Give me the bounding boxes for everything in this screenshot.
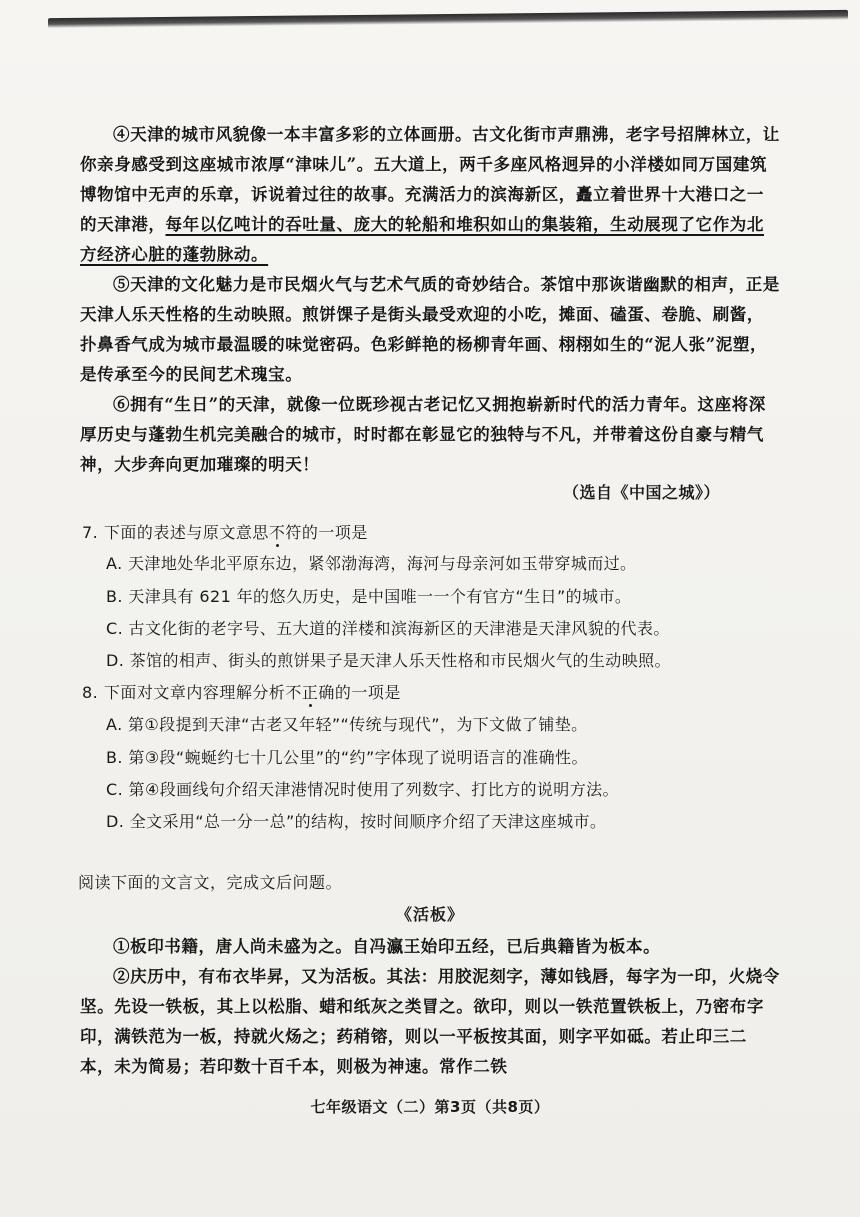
passage-source: （选自《中国之城》）: [562, 483, 720, 502]
question-8-stem: 8. 下面对文章内容理解分析不正确的一项是: [82, 683, 401, 702]
question-7-option-b: B. 天津具有 621 年的悠久历史，是中国唯一一个有官方“生日”的城市。: [106, 587, 632, 606]
emphasis-mark: 不: [268, 523, 286, 542]
classical-title: 《活板》: [395, 905, 464, 924]
question-7-option-d: D. 茶馆的相声、街头的煎饼果子是天津人乐天性格和市民烟火气的生动映照。: [106, 651, 671, 670]
classical-para2-text: ②庆历中，有布衣毕昇，又为活板。其法：用胶泥刻字，薄如钱唇，每字为一印，火烧令坚。先设一铁板，其上以松脂、蜡和纸灰之类冒之。欲印，则以一铁范置铁板上，乃密布字印，满铁范为一板，持就火炀之；药稍镕，则以一平板按其面，则字平如砥。若止印三二本，未为简易；若印数十百千本，则极为神速。常作二铁: [80, 967, 780, 1076]
question-7-stem: 7. 下面的表述与原文意思不符的一项是: [82, 523, 368, 542]
question-8-option-a: A. 第①段提到天津“古老又年轻”“传统与现代”，为下文做了铺垫。: [106, 715, 588, 734]
classical-paragraph-2: [80, 962, 780, 1082]
passage-paragraph-4: [80, 120, 780, 270]
para5-text: ⑤天津的文化魅力是市民烟火气与艺术气质的奇妙结合。茶馆中那诙谐幽默的相声，正是天津人乐天性格的生动映照。煎饼馃子是街头最受欢迎的小吃，摊面、磕蛋、卷脆、刷酱，扑鼻香气成为城市最温暖的味觉密码。色彩鲜艳的杨柳青年画、栩栩如生的“泥人张”泥塑，是传承至今的民间艺术瑰宝。: [80, 275, 780, 384]
question-8-option-c: C. 第④段画线句介绍天津港情况时使用了列数字、打比方的说明方法。: [106, 780, 619, 799]
classical-para1-text: ①板印书籍，唐人尚未盛为之。自冯瀛王始印五经，已后典籍皆为板本。: [113, 937, 661, 956]
passage-paragraph-6: [80, 390, 780, 480]
question-7-option-c: C. 古文化街的老字号、五大道的洋楼和滨海新区的天津港是天津风貌的代表。: [106, 619, 670, 638]
top-shadow-rule: [48, 10, 848, 28]
question-8-option-b: B. 第③段“蜿蜒约七十几公里”的“约”字体现了说明语言的准确性。: [106, 748, 588, 767]
classical-intro: 阅读下面的文言文，完成文后问题。: [78, 873, 343, 892]
para4-underlined-sentence: 每年以亿吨计的吞吐量、庞大的轮船和堆积如山的集装箱，生动展现了它作为北方经济心脏的蓬勃脉动。: [80, 215, 764, 264]
para4-text: ④天津的城市风貌像一本丰富多彩的立体画册。古文化街市声鼎沸，老字号招牌林立，让你亲身感受到这座城市浓厚“津味儿”。五大道上，两千多座风格迥异的小洋楼如同万国建筑博物馆中无声的乐章，诉说着过往的故事。充满活力的滨海新区，矗立着世界十大港口之一的天津港，: [80, 125, 780, 234]
page-footer: 七年级语文（二）第3页（共8页）: [310, 1098, 550, 1116]
question-8-option-d: D. 全文采用“总一分一总”的结构，按时间顺序介绍了天津这座城市。: [106, 812, 607, 831]
question-7-option-a: A. 天津地处华北平原东边，紧邻渤海湾，海河与母亲河如玉带穿城而过。: [106, 554, 637, 573]
passage-paragraph-5: [80, 270, 780, 390]
para6-text: ⑥拥有“生日”的天津，就像一位既珍视古老记忆又拥抱崭新时代的活力青年。这座将深厚历史与蓬勃生机完美融合的城市，时时都在彰显它的独特与不凡，并带着这份自豪与精气神，大步奔向更加璀璨的明天！: [80, 395, 766, 474]
emphasis-mark: 不正确: [285, 683, 335, 702]
classical-paragraph-1: [80, 932, 780, 962]
